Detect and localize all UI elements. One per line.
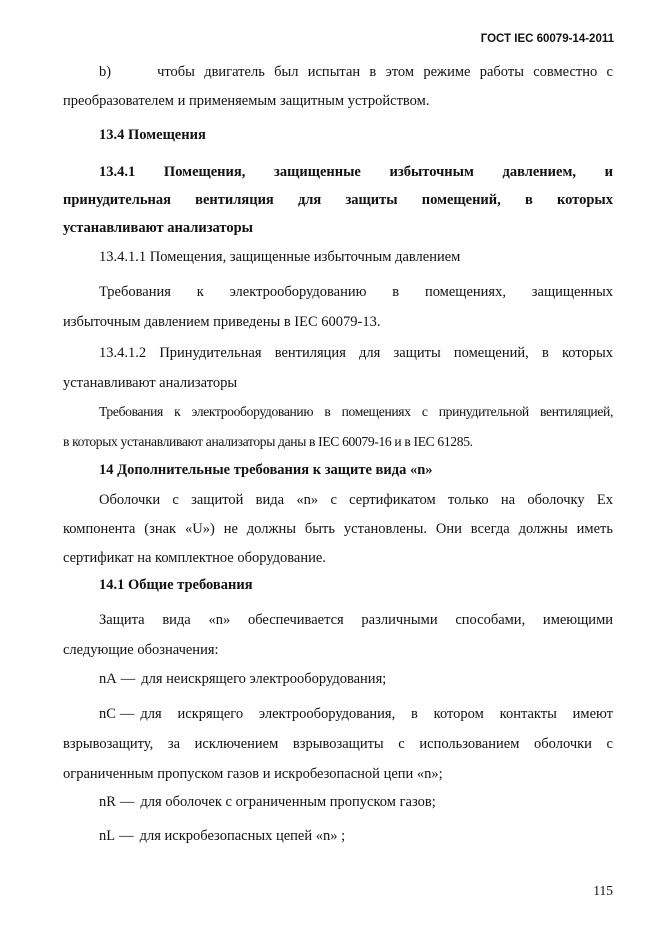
heading-line: устанавливают анализаторы	[63, 220, 253, 236]
text-line: 13.4.1.2 Принудительная вентиляция для защиты помещений, в которых	[99, 345, 613, 361]
list-item-nA	[63, 665, 613, 694]
text-line: чтобы двигатель был испытан в этом режиме работы совместно с	[157, 64, 613, 80]
dash: —	[119, 828, 134, 844]
heading-13-4-1	[63, 158, 613, 242]
item-code: nC	[99, 706, 116, 722]
list-item-nC	[63, 699, 613, 789]
heading-text: 14 Дополнительные требования к защите вида «n»	[99, 462, 433, 478]
text-line: ограниченным пропуском газов и искробезопасной цепи «n»;	[63, 766, 443, 782]
list-item-nR	[63, 788, 613, 817]
paragraph-13-4-1-2	[63, 338, 613, 398]
item-code: nR	[99, 794, 116, 810]
heading-13-4	[63, 121, 613, 150]
text-line: взрывозащиту, за исключением взрывозащиты с использованием оболочки с	[63, 736, 613, 752]
page-number: 115	[593, 883, 613, 898]
paragraph-b	[63, 58, 613, 116]
item-text: для оболочек с ограниченным пропуском газов;	[140, 794, 436, 810]
dash: —	[120, 671, 136, 687]
text-line: преобразователем и применяемым защитным устройством.	[63, 93, 430, 109]
text-line: Требования к электрооборудованию в помещениях с принудительной вентиляцией,	[99, 404, 613, 419]
text-line: Оболочки с защитой вида «n» с сертификатом только на оболочку Ex	[99, 492, 613, 508]
text-line: избыточным давлением приведены в IEC 60079-13.	[63, 314, 381, 330]
paragraph-requirements-1	[63, 277, 613, 337]
heading-line: принудительная вентиляция для защиты помещений, в которых	[63, 192, 613, 208]
heading-14	[63, 456, 613, 485]
item-text: для неискрящего электрооборудования;	[141, 671, 387, 687]
heading-text: 13.4 Помещения	[99, 127, 206, 143]
text-line: устанавливают анализаторы	[63, 375, 238, 391]
text-line: Защита вида «n» обеспечивается различными способами, имеющими	[99, 612, 613, 628]
paragraph-14	[63, 486, 613, 573]
heading-text: 14.1 Общие требования	[99, 577, 253, 593]
heading-line: 13.4.1 Помещения, защищенные избыточным давлением, и	[99, 164, 613, 180]
list-marker: b)	[99, 64, 112, 80]
item-code: nL	[99, 828, 116, 844]
item-text: для искробезопасных цепей «n» ;	[139, 828, 346, 844]
text-line: компонента (знак «U») не должны быть установлены. Они всегда должны иметь	[63, 521, 613, 537]
item-text: для искрящего электрооборудования, в котором контакты имеют	[140, 706, 613, 722]
dash: —	[119, 706, 135, 722]
heading-14-1	[63, 571, 613, 600]
paragraph-14-1	[63, 605, 613, 665]
paragraph-13-4-1-1	[63, 243, 613, 272]
document-code: ГОСТ IEC 60079-14-2011	[480, 33, 614, 45]
dash: —	[119, 794, 135, 810]
text-line: в которых устанавливают анализаторы даны в IEC 60079-16 и в IEC 61285.	[63, 434, 473, 449]
text-line: 13.4.1.1 Помещения, защищенные избыточным давлением	[99, 249, 461, 265]
paragraph-requirements-2	[63, 397, 613, 457]
text-line: сертификат на комплектное оборудование.	[63, 550, 326, 566]
item-code: nA	[99, 671, 117, 687]
text-line: следующие обозначения:	[63, 642, 219, 658]
list-item-nL	[63, 822, 613, 851]
text-line: Требования к электрооборудованию в помещениях, защищенных	[99, 284, 613, 300]
